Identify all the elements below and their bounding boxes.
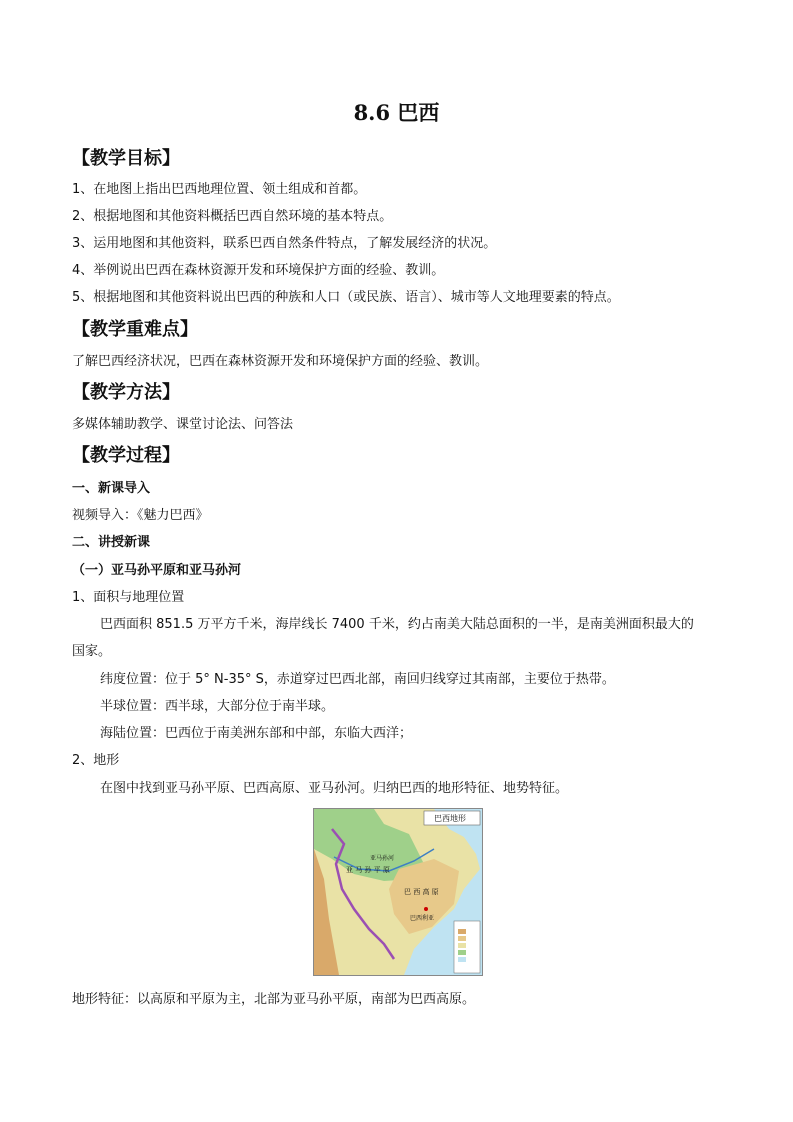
- goal-item: 3、运用地图和其他资料，联系巴西自然条件特点，了解发展经济的状况。: [72, 236, 497, 251]
- terrain-feature: 地形特征：以高原和平原为主，北部为亚马孙平原，南部为巴西高原。: [72, 992, 476, 1007]
- sea-land-text: 海陆位置：巴西位于南美洲东部和中部，东临大西洋；: [100, 726, 413, 741]
- map-label: 巴西利亚: [410, 915, 435, 922]
- map-graphic: [314, 809, 482, 975]
- key-text: 了解巴西经济状况，巴西在森林资源开发和环境保护方面的经验、教训。: [72, 354, 489, 369]
- brazil-terrain-map: [313, 808, 483, 976]
- part2-heading: 二、讲授新课: [72, 535, 151, 550]
- area-line: 巴西面积 851.5 万平方千米，海岸线长 7400 千米，约占南美大陆总面积的一半，是南美洲面积最大的: [100, 617, 694, 632]
- terrain-task: 在图中找到亚马孙平原、巴西高原、亚马孙河。归纳巴西的地形特征、地势特征。: [100, 781, 569, 796]
- goal-item: 1、在地图上指出巴西地理位置、领土组成和首都。: [72, 182, 367, 197]
- latitude-text: 纬度位置：位于 5° N-35° S，赤道穿过巴西北部，南回归线穿过其南部，主要位于热带。: [100, 672, 615, 687]
- process-heading: 【教学过程】: [72, 445, 180, 466]
- key-heading: 【教学重难点】: [72, 319, 198, 340]
- area-line: 国家。: [72, 644, 112, 659]
- goal-item: 2、根据地图和其他资料概括巴西自然环境的基本特点。: [72, 209, 393, 224]
- map-label: 亚 马 孙 平 原: [346, 866, 390, 874]
- goals-heading: 【教学目标】: [72, 148, 180, 169]
- goal-item: 4、举例说出巴西在森林资源开发和环境保护方面的经验、教训。: [72, 263, 445, 278]
- map-label: 亚马孙河: [370, 855, 395, 862]
- method-text: 多媒体辅助教学、课堂讨论法、问答法: [72, 417, 294, 432]
- method-heading: 【教学方法】: [72, 382, 180, 403]
- map-label: 巴 西 高 原: [404, 888, 439, 896]
- part1-text: 视频导入：《魅力巴西》: [72, 508, 209, 523]
- hemisphere-text: 半球位置：西半球，大部分位于南半球。: [100, 699, 335, 714]
- item2-heading: 2、地形: [72, 753, 120, 768]
- page-title: 8.6 巴西: [353, 100, 440, 125]
- sub1-heading: （一）亚马孙平原和亚马孙河: [72, 563, 242, 578]
- item1-heading: 1、面积与地理位置: [72, 590, 185, 605]
- part1-heading: 一、新课导入: [72, 481, 151, 496]
- goal-item: 5、根据地图和其他资料说出巴西的种族和人口（或民族、语言）、城市等人文地理要素的特点。: [72, 290, 620, 305]
- map-title: 巴西地形: [434, 814, 466, 823]
